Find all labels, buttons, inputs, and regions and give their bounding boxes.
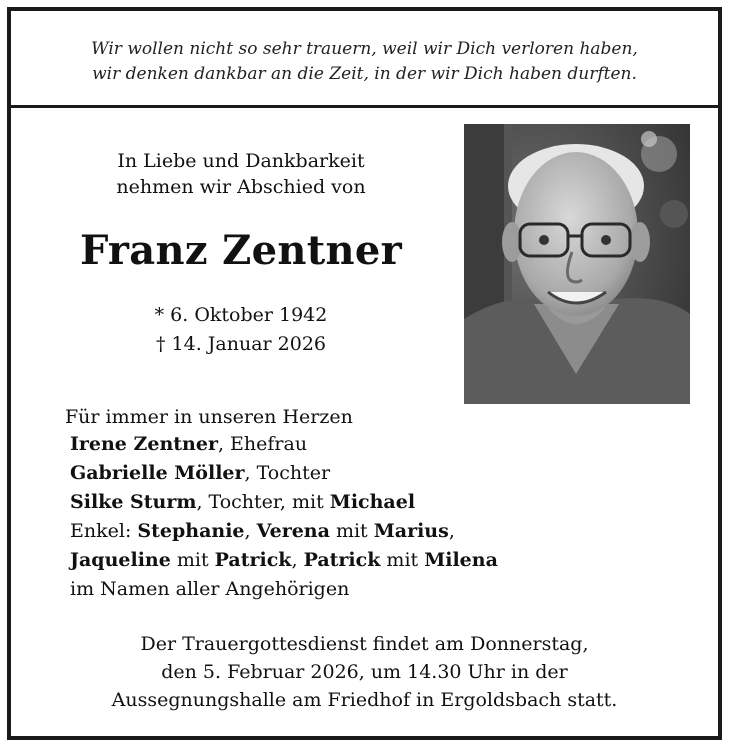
portrait-photo-icon: [464, 124, 690, 404]
divider: [11, 105, 718, 108]
mourner-row: [70, 546, 585, 575]
service-line-3: Aussegnungshalle am Friedhof in Ergoldsbach statt.: [111, 689, 618, 711]
death-date: † 14. Januar 2026: [155, 333, 327, 355]
separator: ,: [244, 520, 257, 542]
connector: mit: [380, 549, 425, 571]
mourner-name: Verena: [256, 520, 330, 542]
mourner-name: Stephanie: [137, 520, 245, 542]
mourner-name: Patrick: [303, 549, 381, 571]
separator: ,: [448, 520, 455, 542]
mourner-row: [70, 430, 585, 459]
mourner-relation: , Ehefrau: [217, 433, 308, 455]
service-notice: [11, 630, 718, 714]
separator: ,: [291, 549, 304, 571]
mourner-relation: , Tochter, mit: [196, 491, 330, 513]
mourner-name: Gabrielle Möller: [70, 462, 245, 484]
life-dates: [41, 301, 441, 359]
mourner-row: [70, 517, 585, 546]
memorial-quote: [11, 37, 718, 87]
quote-line-2: wir denken dankbar an die Zeit, in der wir Dich haben durften.: [92, 64, 637, 84]
intro-line-2: nehmen wir Abschied von: [116, 176, 366, 198]
connector: mit: [329, 520, 374, 542]
mourner-row: [70, 488, 585, 517]
obituary-frame: [7, 7, 722, 740]
service-line-2: den 5. Februar 2026, um 14.30 Uhr in der: [161, 661, 568, 683]
mourner-name: Silke Sturm: [70, 491, 197, 513]
mourner-name: Michael: [329, 491, 416, 513]
grandchildren-label: Enkel:: [70, 520, 138, 542]
mourner-name: Jaqueline: [70, 549, 171, 571]
mourners-heading: Für immer in unseren Herzen: [65, 406, 353, 428]
service-line-1: Der Trauergottesdienst findet am Donnerstag,: [140, 633, 589, 655]
birth-date: * 6. Oktober 1942: [154, 304, 328, 326]
connector: mit: [170, 549, 215, 571]
quote-line-1: Wir wollen nicht so sehr trauern, weil wir Dich verloren haben,: [91, 39, 638, 59]
intro-text: [41, 148, 441, 200]
mourner-relation: , Tochter: [244, 462, 331, 484]
mourner-row: [70, 459, 585, 488]
mourners-closing: im Namen aller Angehörigen: [70, 578, 350, 600]
deceased-name: Franz Zentner: [79, 227, 403, 274]
mourner-name: Marius: [373, 520, 449, 542]
mourners-list: [65, 403, 585, 604]
mourner-name: Irene Zentner: [70, 433, 218, 455]
intro-line-1: In Liebe und Dankbarkeit: [117, 150, 365, 172]
mourner-name: Patrick: [214, 549, 292, 571]
mourner-name: Milena: [424, 549, 498, 571]
